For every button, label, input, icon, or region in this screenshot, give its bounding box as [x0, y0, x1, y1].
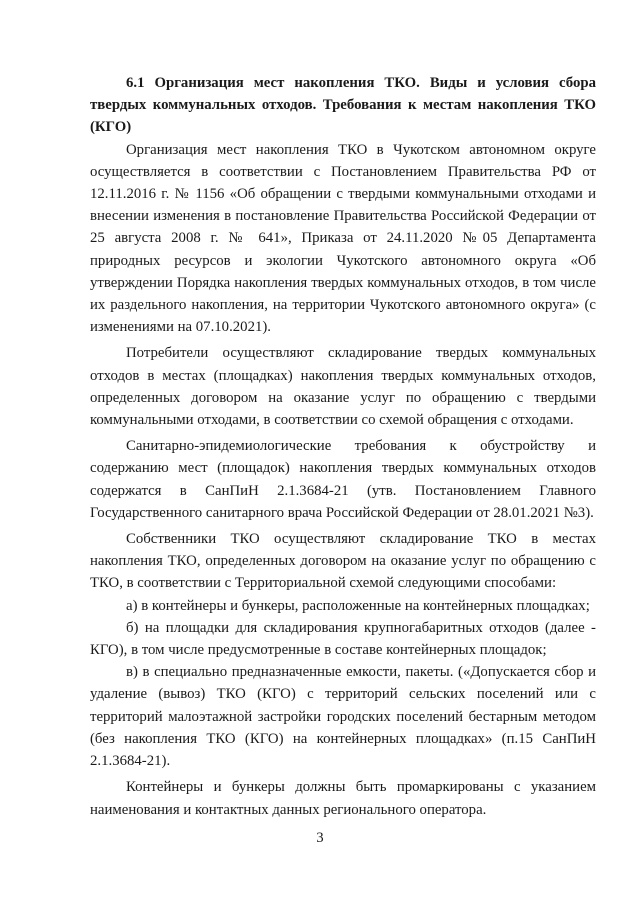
paragraph-sanitary-requirements: Санитарно-эпидемиологические требования к обустройству и содержанию мест (площадок) накопления твердых коммунальных отходов содержатся в СанПиН 2.1.3684-21 (утв. Постановлением Главного Государственного санитарного врача Российской Федерации от 28.01.2021 №3). [90, 438, 596, 521]
list-item-c: в) в специально предназначенные емкости, пакеты. («Допускается сбор и удаление (вывоз) ТКО (КГО) с территорий сельских поселений или с территорий малоэтажной застройки городских поселений бестарным методом (без накопления ТКО (КГО) на контейнерных площадках» (п.15 СанПиН 2.1.3684-21). [90, 664, 596, 770]
paragraph-organization: Организация мест накопления ТКО в Чукотском автономном округе осуществляется в соответствии с Постановлением Правительства РФ от 12.11.2016 г. № 1156 «Об обращении с твердыми коммунальными отходами и внесении изменения в постановление Правительства Российской Федерации от 25 августа 2008 г. № 641», Приказа от 24.11.2020 №05 Департамента природных ресурсов и экологии Чукотского автономного округа «Об утверждении Порядка накопления твердых коммунальных отходов, в том числе их раздельного накопления, на территории Чукотского автономного округа» (с изменениями на 07.10.2021). [90, 141, 596, 336]
paragraph-owners: Собственники ТКО осуществляют складирование ТКО в местах накопления ТКО, определенных договором на оказание услуг по обращению с ТКО, в соответствии с Территориальной схемой следующими способами: [90, 531, 596, 592]
page-content [90, 72, 596, 821]
section-heading: 6.1 Организация мест накопления ТКО. Виды и условия сбора твердых коммунальных отходов. Требования к местам накопления ТКО (КГО) [90, 75, 596, 136]
paragraph-consumers: Потребители осуществляют складирование твердых коммунальных отходов в местах (площадках) накопления твердых коммунальных отходов, определенных договором на оказание услуг по обращению с твердыми коммунальными отходами, в соответствии со схемой обращения с отходами. [90, 345, 596, 429]
list-item-a: а) в контейнеры и бункеры, расположенные на контейнерных площадках; [126, 597, 590, 614]
list-item-b: б) на площадки для складирования крупногабаритных отходов (далее - КГО), в том числе предусмотренные в составе контейнерных площадок; [90, 619, 596, 659]
page-number: 3 [316, 830, 324, 846]
paragraph-container-marking: Контейнеры и бункеры должны быть промаркированы с указанием наименования и контактных данных регионального оператора. [90, 779, 596, 818]
